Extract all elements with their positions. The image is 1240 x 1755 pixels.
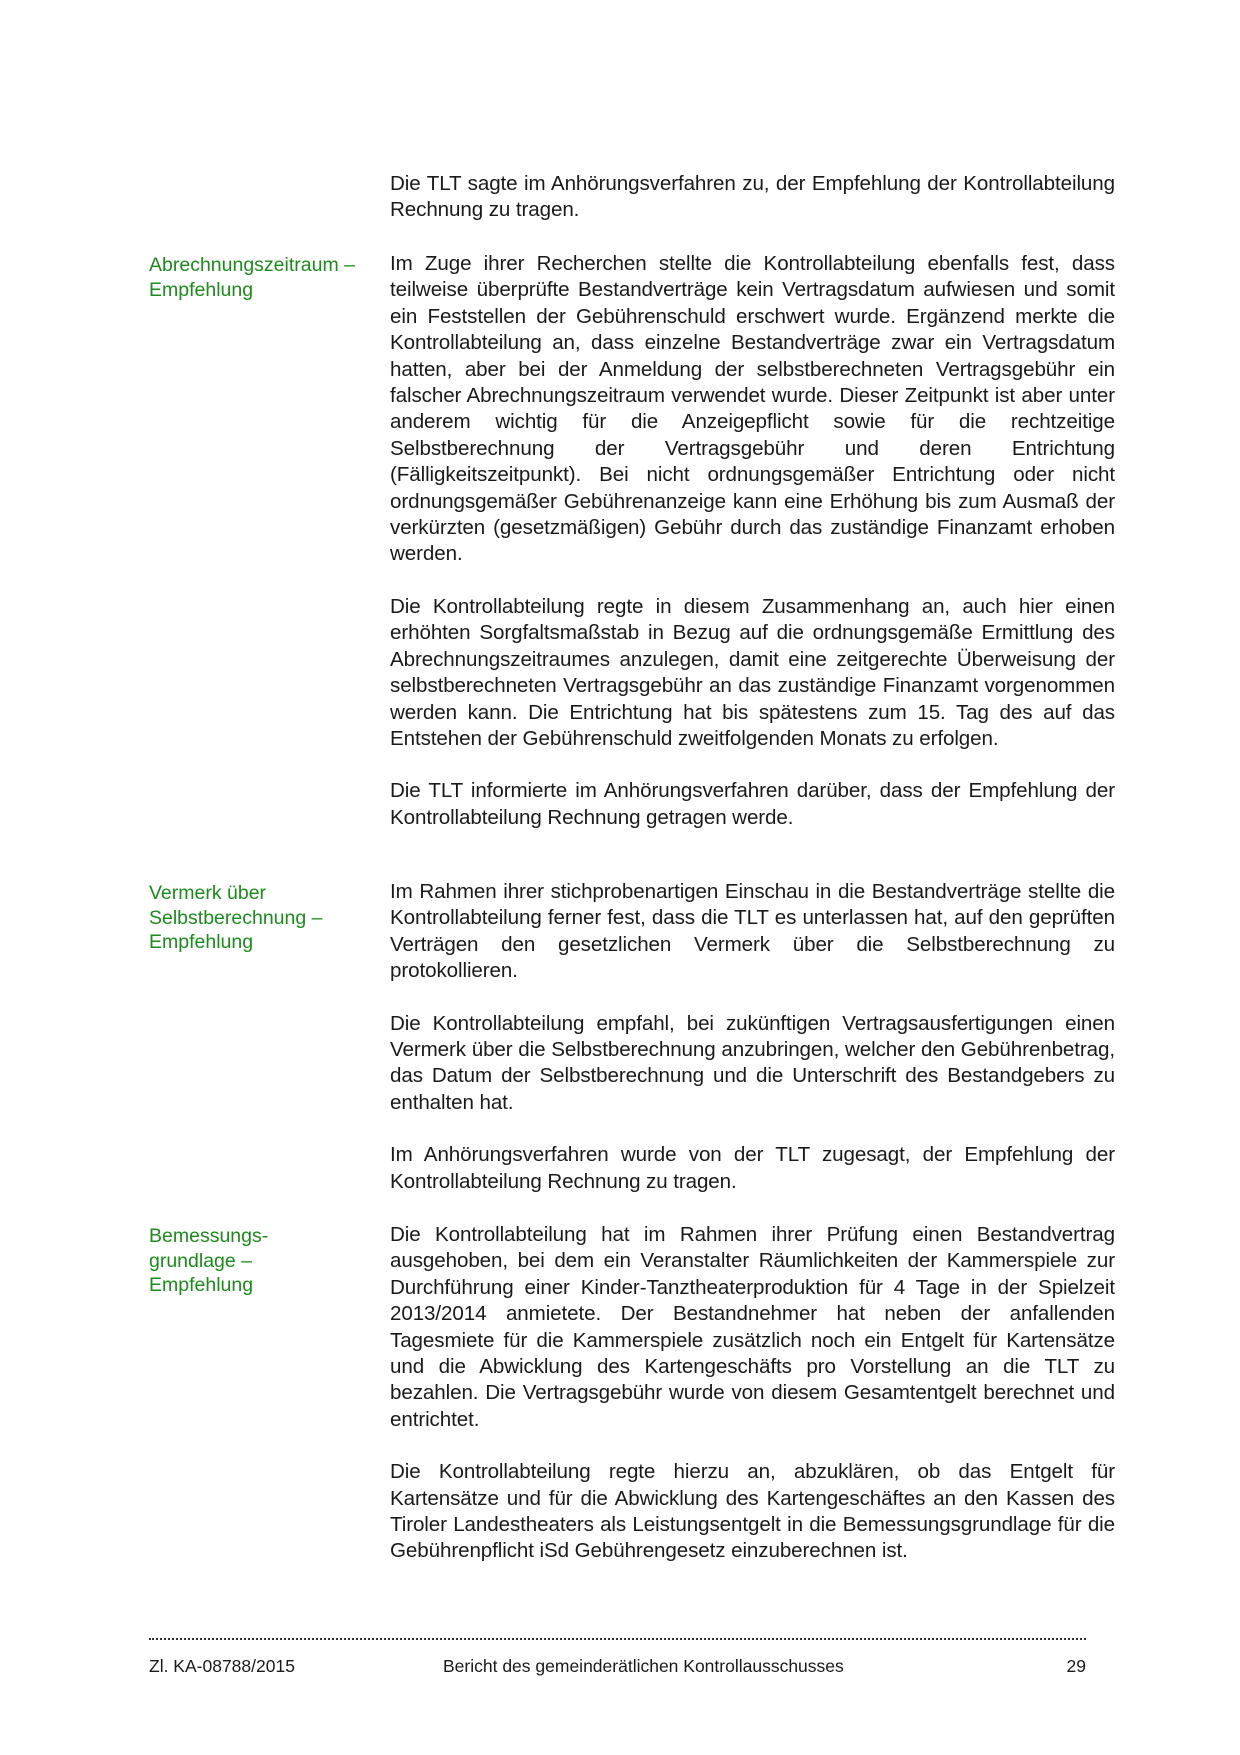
section-body — [390, 171, 1115, 250]
paragraph: Die Kontrollabteilung regte hierzu an, abzuklären, ob das Entgelt für Kartensätze und für die Abwicklung des Kartengeschäftes an den Kassen des Tiroler Landestheaters als Leistungsentgelt in die Bemessungsgrundlage für die Gebührenpflicht iSd Gebührengesetz einzuberechnen ist. — [390, 1460, 1115, 1563]
paragraph: Die Kontrollabteilung hat im Rahmen ihrer Prüfung einen Bestandvertrag ausgehoben, bei dem ein Veranstalter Räumlichkeiten der Kammerspiele zur Durchführung einer Kinder-Tanztheaterproduktion für 4 Tage in der Spielzeit 2013/2014 anmietete. Der Bestandnehmer hat neben der anfallenden Tagesmiete für die Kammerspiele zusätzlich noch ein Entgelt für Kartensätze und die Abwicklung des Kartengeschäfts pro Vorstellung an die TLT zu bezahlen. Die Vertragsgebühr wurde von diesem Gesamtentgelt berechnet und entrichtet. — [390, 1223, 1115, 1431]
paragraph: Im Zuge ihrer Recherchen stellte die Kontrollabteilung ebenfalls fest, dass teilweise überprüfte Bestandverträge kein Vertragsdatum aufwiesen und somit ein Feststellen der Gebührenschuld erschwert wurde. Ergänzend merkte die Kontrollabteilung an, dass einzelne Bestandverträge zwar ein Vertragsdatum hatten, aber bei der Anmeldung der selbstberechneten Vertragsgebühr ein falscher Abrechnungszeitraum verwendet wurde. Dieser Zeitpunkt ist aber unter anderem wichtig für die Anzeigepflicht sowie für die rechtzeitige Selbstberechnung der Vertragsgebühr und deren Entrichtung (Fälligkeitszeitpunkt). Bei nicht ordnungsgemäßer Entrichtung oder nicht ordnungsgemäßer Gebührenanzeige kann eine Erhöhung bis zum Ausmaß der verkürzten (gesetzmäßigen) Gebühr durch das zuständige Finanzamt erhoben werden. — [390, 252, 1115, 566]
paragraph: Im Anhörungsverfahren wurde von der TLT zugesagt, der Empfehlung der Kontrollabteilung Rechnung zu tragen. — [390, 1143, 1115, 1193]
paragraph: Die TLT sagte im Anhörungsverfahren zu, der Empfehlung der Kontrollabteilung Rechnung zu tragen. — [390, 172, 1115, 222]
paragraph: Im Rahmen ihrer stichprobenartigen Einschau in die Bestandverträge stellte die Kontrollabteilung ferner fest, dass die TLT es unterlassen hat, auf den geprüften Verträgen den gesetzlichen Vermerk über die Selbstberechnung zu protokollieren. — [390, 880, 1115, 983]
paragraph: Die TLT informierte im Anhörungsverfahren darüber, dass der Empfehlung der Kontrollabteilung Rechnung getragen werde. — [390, 779, 1115, 829]
footer-divider — [149, 1638, 1086, 1643]
section-body — [390, 251, 1115, 857]
margin-note: Bemessungsgrundlage – Empfehlung — [149, 1225, 269, 1296]
paragraph: Die Kontrollabteilung empfahl, bei zukünftigen Vertragsausfertigungen einen Vermerk über die Selbstberechnung anzubringen, welcher den Gebührenbetrag, das Datum der Selbstberechnung und die Unterschrift des Bestandgebers zu enthalten hat. — [390, 1011, 1115, 1114]
section-body — [390, 879, 1115, 1221]
margin-note: Abrechnungszeitraum – Empfehlung — [149, 254, 355, 301]
page-number: 29 — [1066, 1656, 1086, 1676]
page-footer — [149, 1656, 1086, 1680]
margin-note: Vermerk über Selbstberechnung – Empfehlung — [149, 882, 323, 953]
footer-reference: Zl. KA-08788/2015 — [149, 1656, 295, 1676]
paragraph: Die Kontrollabteilung regte in diesem Zusammenhang an, auch hier einen erhöhten Sorgfaltsmaßstab in Bezug auf die ordnungsgemäße Ermittlung des Abrechnungszeitraumes anzulegen, damit eine zeitgerechte Überweisung der selbstberechneten Vertragsgebühr an das zuständige Finanzamt vorgenommen werden kann. Die Entrichtung hat bis spätestens zum 15. Tag des auf das Entstehen der Gebührenschuld zweitfolgenden Monats zu erfolgen. — [390, 594, 1115, 750]
section-body — [390, 1222, 1115, 1591]
footer-title: Bericht des gemeinderätlichen Kontrollausschusses — [443, 1656, 844, 1676]
